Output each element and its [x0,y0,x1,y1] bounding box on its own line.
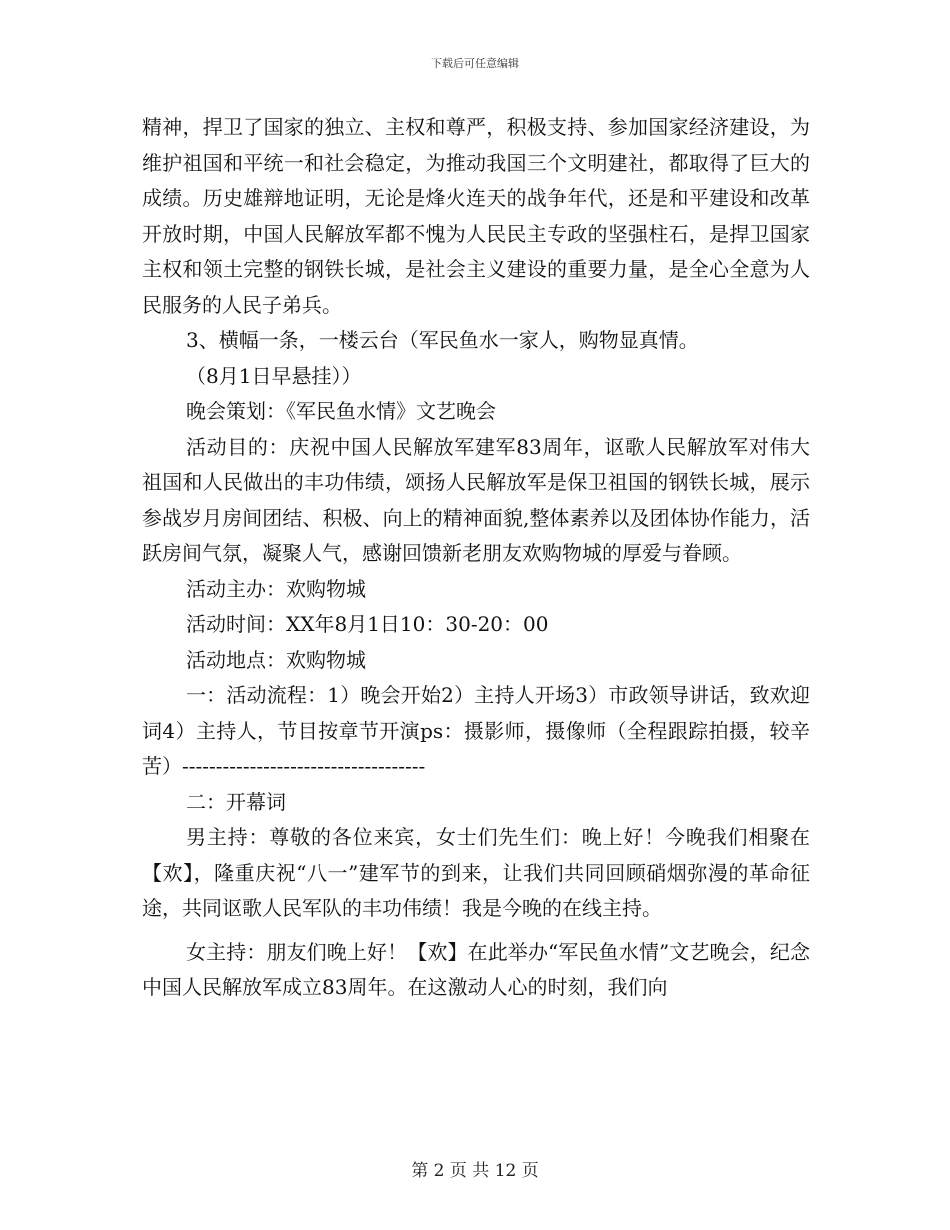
paragraph-gala-plan: 晚会策划：《军民鱼水情》文艺晚会 [186,399,496,423]
paragraph-activity-location: 活动地点：欢购物城 [186,647,366,672]
paragraph-male-host: 男主持：尊敬的各位来宾，女士们先生们：晚上好！今晚我们相聚在【欢】，隆重庆祝“八一”建军节的到来，让我们共同回顾硝烟弥漫的革命征途，共同讴歌人民军队的丰功伟绩！我是今晚的在线主持。 [142,825,810,920]
page-header: 下载后可任意编辑 [431,57,519,70]
paragraph-female-host: 女主持：朋友们晚上好！【欢】在此举办“军民鱼水情”文艺晚会，纪念中国人民解放军成立83周年。在这激动人心的时刻，我们向 [142,939,810,999]
paragraph-activity-host: 活动主办：欢购物城 [186,576,366,601]
paragraph-activity-time: 活动时间：XX年8月1日10：30-20：00 [186,612,549,636]
paragraph-banner: 3、横幅一条，一楼云台（军民鱼水一家人，购物显真情。 [186,328,699,352]
paragraph-activity-purpose: 活动目的：庆祝中国人民解放军建军83周年，讴歌人民解放军对伟大祖国和人民做出的丰功伟绩，颂扬人民解放军是保卫祖国的钢铁长城，展示参战岁月房间团结、积极、向上的精神面貌,整体素养以及团体协作能力，活跃房间气氛，凝聚人气，感谢回馈新老朋友欢购物城的厚爱与眷顾。 [142,434,810,565]
paragraph-banner-date: （8月1日早悬挂）） [186,363,362,388]
page-number-footer: 第 2 页 共 12 页 [411,1161,539,1181]
paragraph-activity-process: 一：活动流程：1）晚会开始2）主持人开场3）市政领导讲话，致欢迎词4）主持人，节目按章节开演ps：摄影师，摄像师（全程跟踪拍摄，较辛苦）------------------------------------ [142,683,810,778]
document-body [142,110,810,1006]
paragraph-opening-speech-heading: 二：开幕词 [186,789,286,814]
paragraph-intro-continuation: 精神，捍卫了国家的独立、主权和尊严，积极支持、参加国家经济建设，为维护祖国和平统一和社会稳定，为推动我国三个文明建社，都取得了巨大的成绩。历史雄辩地证明，无论是烽火连天的战争年代，还是和平建设和改革开放时期，中国人民解放军都不愧为人民民主专政的坚强柱石，是捍卫国家主权和领土完整的钢铁长城，是社会主义建设的重要力量，是全心全意为人民服务的人民子弟兵。 [142,115,810,317]
